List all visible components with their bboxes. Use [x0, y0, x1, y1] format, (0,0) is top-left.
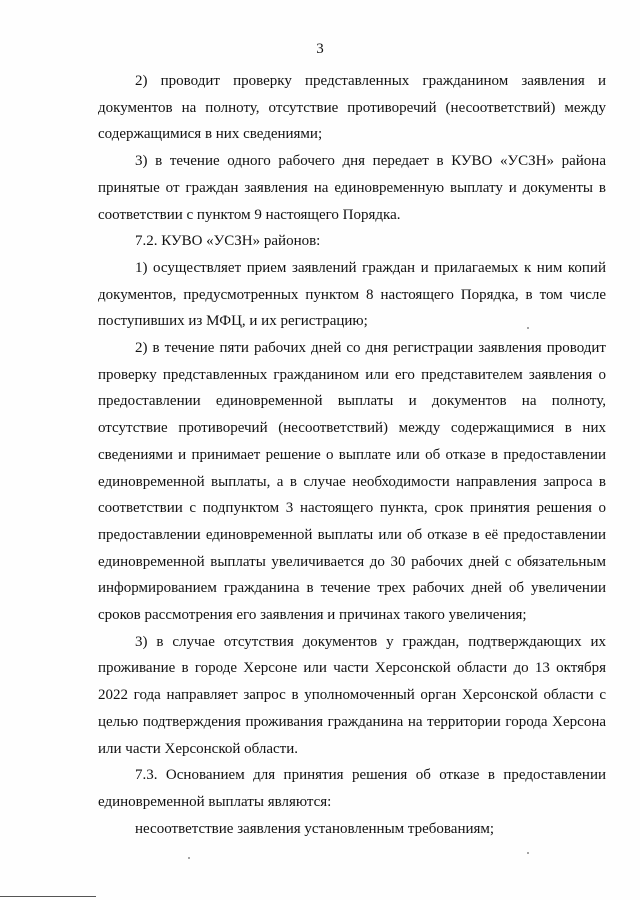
page-number: 3 [316, 41, 324, 57]
document-body [98, 68, 606, 842]
section-paragraph-7-3: 7.3. Основанием для принятия решения об отказе в предоставлении единовременной выплаты являются: [98, 767, 606, 810]
scan-speck [527, 327, 529, 329]
scan-speck [527, 852, 529, 854]
paragraph-item-2-review: 2) в течение пяти рабочих дней со дня регистрации заявления проводит проверку представленных гражданином или его представителем заявления о предоставлении единовременной выплаты и документов на полноту, отсутствие противоречий (несоответствий) между содержащимися в них сведениями и принимает решение о выплате или об отказе в предоставлении единовременной выплаты, а в случае необходимости направления запроса в соответствии с подпунктом 3 настоящего пункта, срок принятия решения о предоставлении единовременной выплаты или об отказе в её предоставлении единовременной выплаты увеличивается до 30 рабочих дней с обязательным информированием гражданина в течение трех рабочих дней об увеличении сроков рассмотрения его заявления и причинах такого увеличения; [98, 340, 606, 624]
footer-divider [0, 896, 96, 897]
scan-speck [188, 857, 190, 859]
paragraph-item-2-check: 2) проводит проверку представленных гражданином заявления и документов на полноту, отсутствие противоречий (несоответствий) между содержащимися в них сведениями; [98, 73, 606, 143]
paragraph-item-3-request: 3) в случае отсутствия документов у граждан, подтверждающих их проживание в городе Херсоне или части Херсонской области до 13 октября 2022 года направляет запрос в уполномоченный орган Херсонской области с целью подтверждения проживания гражданина на территории города Херсона или части Херсонской области. [98, 633, 606, 757]
paragraph-item-1-reception: 1) осуществляет прием заявлений граждан и прилагаемых к ним копий документов, предусмотренных пунктом 8 настоящего Порядка, в том числе поступивших из МФЦ, и их регистрацию; [98, 259, 606, 330]
refusal-ground-item: несоответствие заявления установленным требованиям; [135, 820, 495, 837]
section-heading-7-2: 7.2. КУВО «УСЗН» районов: [135, 233, 321, 250]
paragraph-item-3-transfer: 3) в течение одного рабочего дня передает в КУВО «УСЗН» района принятые от граждан заявления на единовременную выплату и документы в соответствии с пунктом 9 настоящего Порядка. [98, 153, 606, 223]
